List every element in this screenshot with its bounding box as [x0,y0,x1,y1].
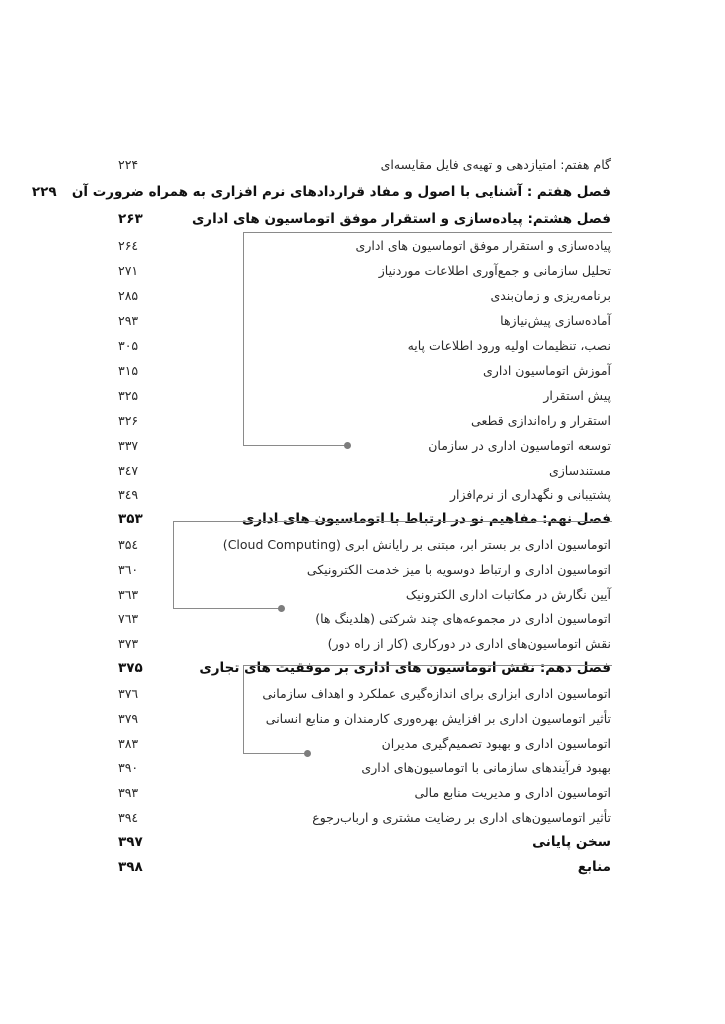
toc-entry-title: برنامه‌ریزی و زمان‌بندی [490,287,611,303]
toc-row [118,458,611,482]
toc-page-number: ۳۹۰ [118,759,139,775]
toc-entry-title: پیش استقرار [543,387,611,403]
toc-entry-title: بهبود فرآیندهای سازمانی با اتوماسیون‌های اداری [361,759,611,775]
toc-entry-title: اتوماسیون اداری در مجموعه‌های چند شرکتی (هلدینگ ها) [315,610,611,626]
toc-entry-title: تحلیل سازمانی و جمع‌آوری اطلاعات موردنیاز [378,262,611,278]
toc-entry-title: توسعه اتوماسیون اداری در سازمان [428,437,611,453]
toc-entry-title: تأثیر اتوماسیون اداری بر افزایش بهره‌وری کارمندان و منابع انسانی [265,710,611,726]
toc-entry-title: نصب، تنظیمات اولیه ورود اطلاعات پایه [407,337,611,353]
toc-page-number: ۲۲۹ [31,184,57,200]
toc-page-number: ۳٤۷ [118,462,139,478]
toc-entry-title: پیاده‌سازی و استقرار موفق اتوماسیون های اداری [355,237,611,253]
toc-entry-title: فصل هفتم : آشنایی با اصول و مفاد قراردادهای نرم افزاری به همراه ضرورت آن [71,184,611,200]
toc-entry-title: پشتیبانی و نگهداری از نرم‌افزار [449,486,611,502]
toc-page-number: ۳۹۷ [118,834,143,850]
toc-entry-title: مستندسازی [548,462,611,478]
toc-page-number: ۳۱۵ [118,362,139,378]
toc-entry-title: اتوماسیون اداری بر بستر ابر، مبتنی بر رایانش ابری (Cloud Computing) [222,536,611,552]
toc-entry-title: گام هفتم: امتیازدهی و تهیه‌ی فایل مقایسه‌ای [380,156,611,172]
toc-page-number: ۲۸۵ [118,287,139,303]
toc-page-number: ۳۳۷ [118,437,139,453]
toc-page-number: ۳۷۵ [118,660,143,676]
toc-row [118,805,611,829]
toc-page-number: ۳۹٤ [118,809,139,825]
toc-page-number: ۳۲۵ [118,387,139,403]
toc-page-number: ۳۹۸ [118,859,143,875]
toc-page-number: ۲۶۳ [118,211,143,227]
toc-row [118,152,611,176]
toc-row [118,631,611,655]
toc-entry-title: آماده‌سازی پیش‌نیازها [500,312,611,328]
toc-page-number: ۳۵۳ [118,511,143,527]
toc-entry-title: آموزش اتوماسیون اداری [483,362,611,378]
toc-page-number: ۳۰۵ [118,337,139,353]
toc-chapter-row [118,855,611,879]
chapter-9-bracket [173,521,612,608]
toc-chapter-row [31,180,611,204]
bracket-end-dot [304,750,311,757]
toc-entry-title: اتوماسیون اداری و مدیریت منابع مالی [414,784,611,800]
toc-page-number: ۲۹۳ [118,312,139,328]
toc-page-number: ۲۶٤ [118,237,139,253]
toc-row [118,780,611,804]
toc-page-number: ۳۷۹ [118,710,139,726]
toc-entry-title: فصل نهم: مفاهیم نو در ارتباط با اتوماسیون های اداری [242,511,611,527]
bracket-end-dot [344,442,351,449]
toc-entry-title: فصل دهم: نقش اتوماسیون های اداری بر موفقیت های تجاری [199,660,611,676]
toc-page-number: ۷٦۳ [118,610,139,626]
toc-entry-title: منابع [577,859,611,875]
toc-chapter-row [118,830,611,854]
toc-entry-title: تأثیر اتوماسیون‌های اداری بر رضایت مشتری و ارباب‌رجوع [312,809,611,825]
toc-page-number: ۳۸۳ [118,735,139,751]
toc-entry-title: استقرار و راه‌اندازی قطعی [471,412,611,428]
toc-row [118,482,611,506]
toc-entry-title: اتوماسیون اداری ابزاری برای اندازه‌گیری عملکرد و اهداف سازمانی [262,685,611,701]
chapter-10-bracket [243,665,612,753]
toc-entry-title: نقش اتوماسیون‌های اداری در دورکاری (کار از راه دور) [327,635,611,651]
chapter-8-bracket [243,232,612,445]
toc-row [118,606,611,630]
toc-entry-title: اتوماسیون اداری و بهبود تصمیم‌گیری مدیران [381,735,611,751]
toc-page-number: ۳۷۳ [118,635,139,651]
toc-page-number: ۳٤۹ [118,486,139,502]
toc-row [118,755,611,779]
toc-page-number: ۳۹۳ [118,784,139,800]
toc-page-number: ۳٦۰ [118,561,139,577]
toc-page-number: ۳٦۳ [118,586,139,602]
toc-entry-title: اتوماسیون اداری و ارتباط دوسویه با میز خدمت الکترونیکی [306,561,611,577]
toc-entry-title: سخن پایانی [532,834,611,850]
toc-page-number: ۲۷۱ [118,262,139,278]
toc-page-number: ۳۵٤ [118,536,139,552]
toc-entry-title: فصل هشتم: پیاده‌سازی و استقرار موفق اتوماسیون های اداری [191,211,611,227]
toc-entry-title: آیین نگارش در مکاتبات اداری الکترونیک [405,586,611,602]
toc-page-number: ۳۷٦ [118,685,139,701]
toc-page-number: ۳۲۶ [118,412,139,428]
toc-chapter-row [118,207,611,231]
bracket-end-dot [278,605,285,612]
toc-page-number: ۲۲۴ [118,156,139,172]
